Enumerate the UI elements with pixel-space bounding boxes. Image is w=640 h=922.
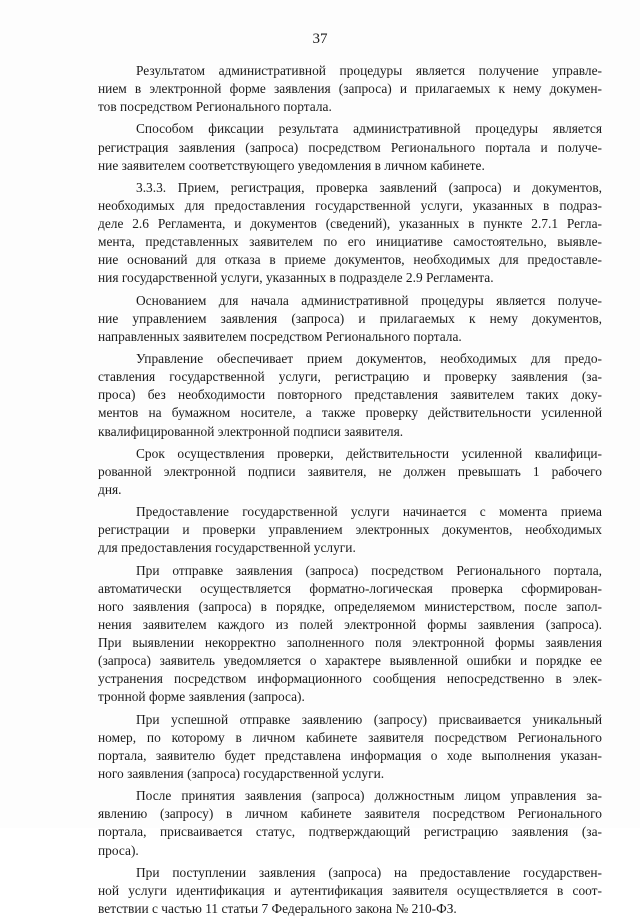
paragraph [98, 562, 602, 707]
paragraph-line: Способом фиксации результата административной процедуры является [136, 121, 602, 137]
paragraph-line: ние оснований для отказа в приеме документов, необходимых для предоставле- [98, 252, 602, 268]
paragraph-line: направленных заявителем посредством Регионального портала. [98, 328, 462, 344]
paragraph [98, 787, 602, 859]
paragraph-line: квалифицированной электронной подписи заявителя. [98, 423, 404, 439]
document-body [98, 62, 602, 922]
paragraph-line: необходимых для предоставления государственной услуги, указанных в подраз- [98, 198, 602, 214]
paragraph-line: устранения посредством информационного сообщения непосредственно в элек- [98, 671, 602, 687]
paragraph-line: мента, представленных заявителем по его инициативе самостоятельно, выявле- [98, 234, 602, 250]
paragraph-line: портала, присваивается статус, подтверждающий регистрацию заявления (за- [98, 824, 602, 840]
paragraph-line: дня. [98, 482, 122, 497]
paragraph-line: проса) без необходимости повторного представления заявителем таких доку- [98, 387, 602, 403]
paragraph-line: номер, по которому в личном кабинете заявителя посредством Регионального [98, 729, 602, 745]
paragraph-line: ния государственной услуги, указанных в подразделе 2.9 Регламента. [98, 270, 494, 286]
paragraph-line: Предоставление государственной услуги начинается с момента приема [136, 504, 602, 520]
paragraph [98, 445, 602, 499]
paragraph-line: ние заявителем соответствующего уведомления в личном кабинете. [98, 157, 485, 173]
paragraph-line: При успешной отправке заявлению (запросу) присваивается уникальный [136, 711, 602, 727]
paragraph-line: Основанием для начала административной процедуры является получе- [136, 292, 602, 308]
page-number: 37 [312, 31, 328, 47]
paragraph [98, 350, 602, 440]
paragraph-line: Управление обеспечивает прием документов, необходимых для предо- [136, 351, 602, 367]
paragraph-line: ветствии с частью 11 статьи 7 Федерального закона № 210-ФЗ. [98, 901, 457, 916]
paragraph-line: тронной форме заявления (запроса). [98, 689, 305, 705]
paragraph-line: для предоставления государственной услуги. [98, 540, 356, 556]
paragraph [98, 503, 602, 557]
paragraph-line: ставления государственной услуги, регистрацию и проверку заявления (за- [98, 369, 602, 385]
paragraph-line: Результатом административной процедуры является получение управле- [136, 63, 602, 78]
paragraph-line: ментов на бумажном носителе, а также проверку действительности усиленной [98, 405, 602, 421]
paragraph [98, 292, 602, 346]
paragraph-line: ние управлением заявления (запроса) и прилагаемых к нему документов, [98, 310, 602, 326]
paragraph-line: ного заявления (запроса) государственной услуги. [98, 765, 385, 781]
paragraph-line: При отправке заявления (запроса) посредством Регионального портала, [136, 562, 602, 578]
paragraph-line: нием в электронной форме заявления (запроса) и прилагаемых к нему докумен- [98, 81, 602, 97]
paragraph-line: ного заявления (запроса) в порядке, определяемом министерством, после запол- [98, 598, 602, 614]
paragraph-line: регистрации и проверки управлением электронных документов, необходимых [98, 522, 602, 538]
paragraph-line: При выявлении некорректно заполненного поля электронной формы заявления [98, 635, 602, 651]
paragraph [98, 711, 602, 783]
paragraph [98, 120, 602, 174]
paragraph [98, 62, 602, 116]
paragraph-line: тов посредством Регионального портала. [98, 99, 332, 115]
paragraph [98, 179, 602, 288]
paragraph-line: регистрация заявления (запроса) посредством Регионального портала и получе- [98, 139, 602, 155]
paragraph [98, 864, 602, 918]
paragraph-line: проса). [98, 842, 139, 858]
paragraph-line: ной услуги идентификация и аутентификация заявителя осуществляется в соот- [98, 882, 602, 898]
paragraph-line: При поступлении заявления (запроса) на предоставление государствен- [136, 864, 602, 880]
paragraph-line: рованной электронной подписи заявителя, не должен превышать 1 рабочего [98, 463, 602, 479]
paragraph-line: автоматически осуществляется форматно-логическая проверка сформирован- [98, 580, 602, 596]
paragraph-line: После принятия заявления (запроса) должностным лицом управления за- [136, 788, 602, 804]
paragraph-line: нения заявителем каждого из полей электронной формы заявления (запроса). [98, 617, 602, 633]
paragraph-line: (запроса) заявитель уведомляется о характере выявленной ошибки и порядке ее [98, 653, 602, 669]
paragraph-line: 3.3.3. Прием, регистрация, проверка заявлений (запроса) и документов, [136, 179, 602, 195]
paragraph-line: явлению (запросу) в личном кабинете заявителя посредством Регионального [98, 806, 602, 822]
paragraph-line: портала, заявителю будет представлена информация о ходе выполнения указан- [98, 747, 602, 763]
paragraph-line: деле 2.6 Регламента, и документов (сведений), указанных в пункте 2.7.1 Регла- [98, 216, 602, 232]
paragraph-line: Срок осуществления проверки, действительности усиленной квалифици- [136, 445, 602, 461]
